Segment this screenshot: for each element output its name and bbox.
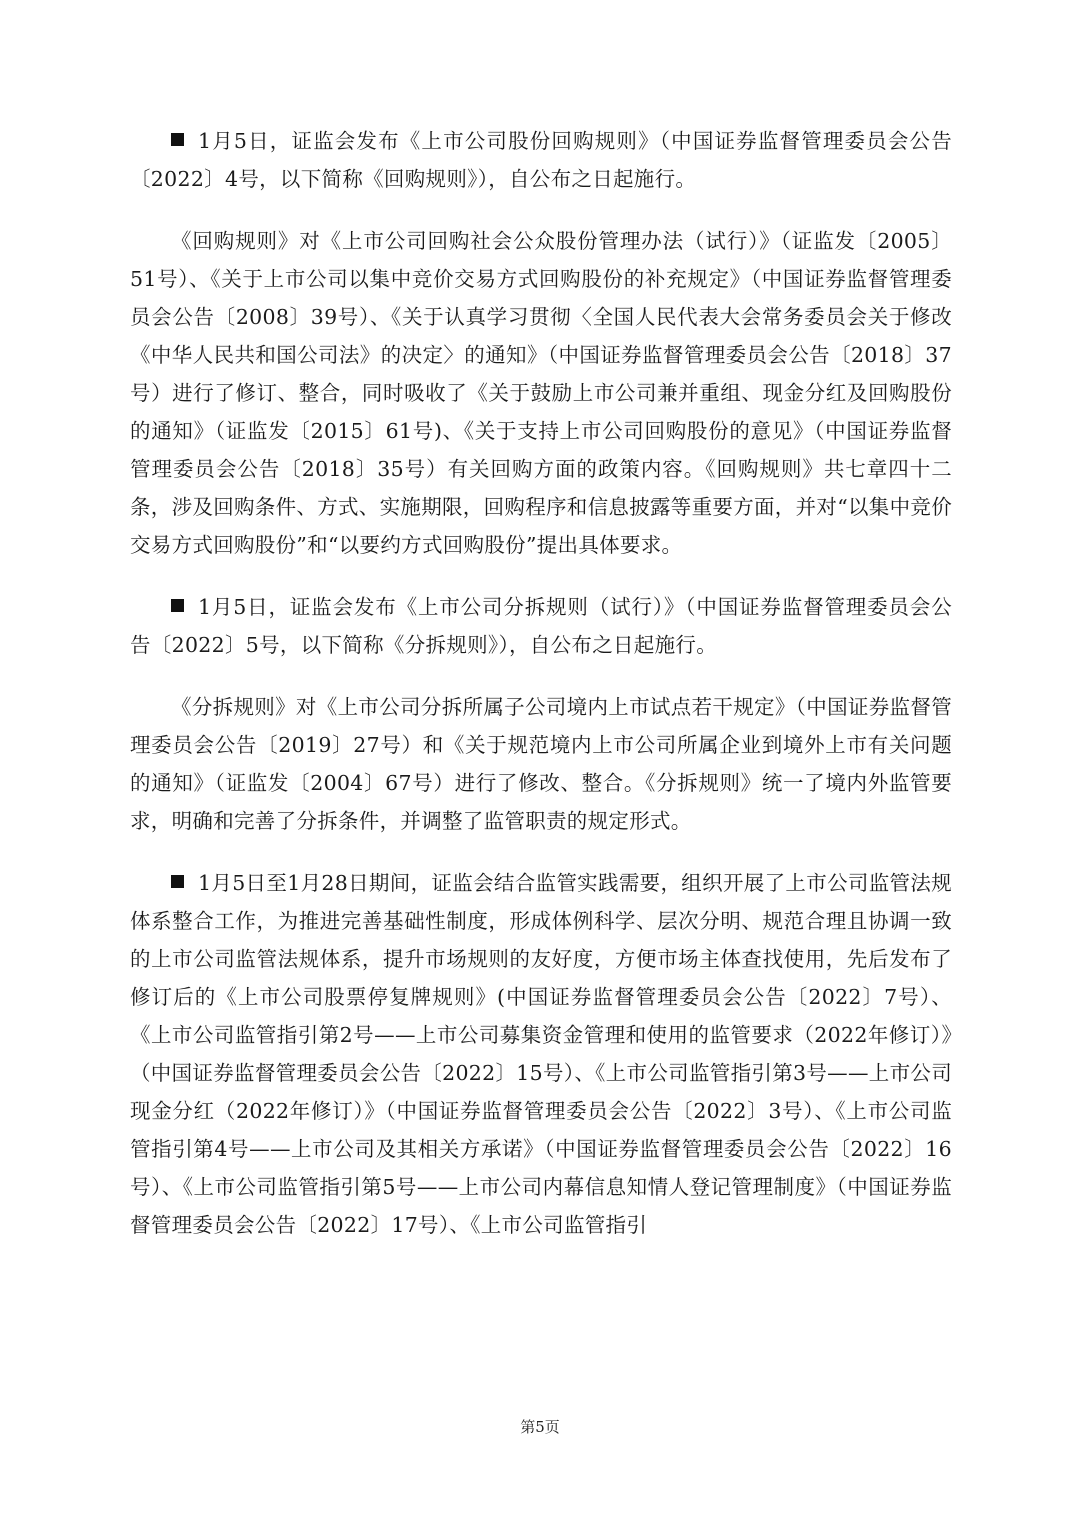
- square-bullet-icon: [171, 875, 184, 888]
- square-bullet-icon: [171, 133, 184, 146]
- paragraph-text: 《回购规则》对《上市公司回购社会公众股份管理办法（试行）》（证监发〔2005〕51号）、《关于上市公司以集中竞价交易方式回购股份的补充规定》（中国证券监督管理委员会公告〔2008〕39号）、《关于认真学习贯彻〈全国人民代表大会常务委员会关于修改《中华人民共和国公司法》的决定〉的通知》（中国证券监督管理委员会公告〔2018〕37号）进行了修订、整合，同时吸收了《关于鼓励上市公司兼并重组、现金分红及回购股份的通知》（证监发〔2015〕61号)、《关于支持上市公司回购股份的意见》（中国证券监督管理委员会公告〔2018〕35号）有关回购方面的政策内容。《回购规则》共七章四十二条，涉及回购条件、方式、实施期限，回购程序和信息披露等重要方面，并对“以集中竞价交易方式回购股份”和“以要约方式回购股份”提出具体要求。: [130, 229, 952, 557]
- paragraph-spinoff-details: [130, 688, 952, 840]
- page-number: 第5页: [520, 1418, 560, 1436]
- square-bullet-icon: [171, 599, 184, 612]
- paragraph-regulation-integration: [130, 864, 952, 1244]
- paragraph-buyback-announcement: [130, 122, 952, 198]
- document-body: [130, 122, 952, 1268]
- paragraph-text: 1月5日，证监会发布《上市公司股份回购规则》（中国证券监督管理委员会公告〔2022〕4号，以下简称《回购规则》），自公布之日起施行。: [130, 129, 952, 191]
- paragraph-buyback-details: [130, 222, 952, 564]
- paragraph-text: 《分拆规则》对《上市公司分拆所属子公司境内上市试点若干规定》（中国证券监督管理委员会公告〔2019〕27号）和《关于规范境内上市公司所属企业到境外上市有关问题的通知》（证监发〔2004〕67号）进行了修改、整合。《分拆规则》统一了境内外监管要求，明确和完善了分拆条件，并调整了监管职责的规定形式。: [130, 695, 952, 833]
- paragraph-text: 1月5日至1月28日期间，证监会结合监管实践需要，组织开展了上市公司监管法规体系整合工作，为推进完善基础性制度，形成体例科学、层次分明、规范合理且协调一致的上市公司监管法规体系，提升市场规则的友好度，方便市场主体查找使用，先后发布了修订后的《上市公司股票停复牌规则》(中国证券监督管理委员会公告〔2022〕7号）、《上市公司监管指引第2号——上市公司募集资金管理和使用的监管要求（2022年修订）》（中国证券监督管理委员会公告〔2022〕15号）、《上市公司监管指引第3号——上市公司现金分红（2022年修订）》（中国证券监督管理委员会公告〔2022〕3号）、《上市公司监管指引第4号——上市公司及其相关方承诺》（中国证券监督管理委员会公告〔2022〕16号）、《上市公司监管指引第5号——上市公司内幕信息知情人登记管理制度》（中国证券监督管理委员会公告〔2022〕17号）、《上市公司监管指引: [130, 871, 952, 1237]
- paragraph-spinoff-announcement: [130, 588, 952, 664]
- paragraph-text: 1月5日，证监会发布《上市公司分拆规则（试行）》（中国证券监督管理委员会公告〔2022〕5号，以下简称《分拆规则》），自公布之日起施行。: [130, 595, 952, 657]
